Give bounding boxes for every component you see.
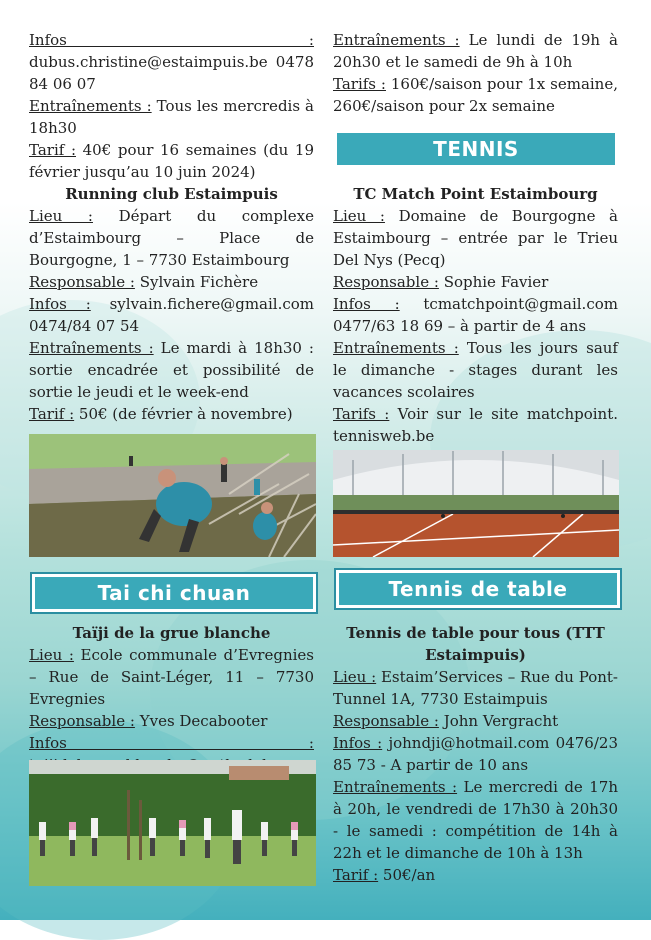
responsable-label: Responsable : bbox=[29, 273, 135, 291]
tarif-label: Tarif : bbox=[29, 405, 75, 423]
responsable-label: Responsable : bbox=[333, 273, 439, 291]
infos-text: johndji@hotmail.com 0476/23 85 73 - A partir de 10 ans bbox=[333, 734, 618, 774]
entrainements-text: Tous les jours sauf le dimanche - stages durant les vacances scolaires bbox=[333, 339, 618, 401]
entrainements-line bbox=[333, 29, 618, 73]
infos-text: tcmatchpoint@gmail.com 0477/63 18 69 – à partir de 4 ans bbox=[333, 295, 618, 335]
infos-line bbox=[333, 293, 618, 337]
entrainements-text: Le mercredi de 17h à 20h, le vendredi de 17h30 à 20h30 - le samedi : compétition de 14h à 22h et le dimanche de 10h à 13h bbox=[333, 778, 618, 862]
lieu-text: Estaim’Services – Rue du Pont-Tunnel 1A, 7730 Estaimpuis bbox=[333, 668, 618, 708]
responsable-line bbox=[333, 271, 618, 293]
table-tennis-title: Tennis de table pour tous (TTT Estaimpuis) bbox=[346, 624, 605, 664]
entrainements-label: Entraînements : bbox=[333, 31, 460, 49]
responsable-line bbox=[29, 271, 314, 293]
entrainements-label: Entraînements : bbox=[29, 339, 154, 357]
entrainements-text: Le lundi de 19h à 20h30 et le samedi de 9h à 10h bbox=[333, 31, 618, 71]
infos-line bbox=[333, 732, 618, 776]
taichi-title: Taïji de la grue blanche bbox=[72, 624, 271, 642]
tarifs-line bbox=[333, 403, 618, 447]
infos-label: Infos : bbox=[29, 31, 314, 49]
infos-line bbox=[29, 29, 314, 95]
lieu-label: Lieu : bbox=[333, 668, 377, 686]
infos-line bbox=[29, 293, 314, 337]
entrainements-text: Le mardi à 18h30 : sortie encadrée et possibilité de sortie le jeudi et le week-end bbox=[29, 339, 314, 401]
tarifs-line bbox=[333, 73, 618, 117]
right-top-block bbox=[333, 29, 618, 117]
table-tennis-section bbox=[333, 622, 618, 886]
lieu-label: Lieu : bbox=[29, 207, 93, 225]
infos-text: sylvain.fichere@gmail.com 0474/84 07 54 bbox=[29, 295, 314, 335]
lieu-text: Ecole communale d’Evregnies – Rue de Saint-Léger, 11 – 7730 Evregnies bbox=[29, 646, 314, 708]
lieu-line bbox=[29, 205, 314, 271]
taichi-photo bbox=[29, 760, 316, 886]
responsable-line bbox=[29, 710, 314, 732]
responsable-text: Sylvain Fichère bbox=[139, 273, 259, 291]
lieu-line bbox=[29, 644, 314, 710]
entrainements-label: Entraînements : bbox=[29, 97, 152, 115]
entrainements-text: Tous les mercredis à 18h30 bbox=[29, 97, 314, 137]
tarif-text: 50€/an bbox=[382, 866, 436, 884]
tennis-banner-text: TENNIS bbox=[433, 137, 519, 161]
tennis-banner bbox=[337, 133, 615, 165]
tennis-title: TC Match Point Estaimbourg bbox=[353, 185, 598, 203]
running-photo-illustration bbox=[29, 434, 316, 557]
tennis-photo-illustration bbox=[333, 450, 619, 557]
entrainements-line bbox=[333, 776, 618, 864]
running-photo bbox=[29, 434, 316, 557]
tarif-text: 40€ pour 16 semaines (du 19 février jusqu’au 10 juin 2024) bbox=[29, 141, 314, 181]
responsable-text: Yves Decabooter bbox=[139, 712, 268, 730]
lieu-line bbox=[333, 205, 618, 271]
entrainements-line bbox=[29, 95, 314, 139]
tarifs-text: 160€/saison pour 1x semaine, 260€/saison pour 2x semaine bbox=[333, 75, 618, 115]
running-title: Running club Estaimpuis bbox=[65, 185, 278, 203]
taichi-banner bbox=[32, 574, 316, 612]
tarifs-text: Voir sur le site matchpoint. tennisweb.be bbox=[333, 405, 618, 445]
table-tennis-banner bbox=[336, 570, 620, 608]
lieu-text: Départ du complexe d’Estaimbourg – Place de Bourgogne, 1 – 7730 Estaimbourg bbox=[29, 207, 314, 269]
responsable-text: John Vergracht bbox=[443, 712, 559, 730]
tennis-photo bbox=[333, 450, 619, 557]
running-club-section bbox=[29, 183, 314, 425]
tarifs-label: Tarifs : bbox=[333, 405, 390, 423]
lieu-text: Domaine de Bourgogne à Estaimbourg – entrée par le Trieu Del Nys (Pecq) bbox=[333, 207, 618, 269]
entrainements-label: Entraînements : bbox=[333, 339, 459, 357]
infos-label: Infos : bbox=[29, 734, 314, 752]
tarif-line bbox=[29, 403, 314, 425]
lieu-label: Lieu : bbox=[333, 207, 385, 225]
table-tennis-banner-text: Tennis de table bbox=[388, 577, 568, 601]
responsable-line bbox=[333, 710, 618, 732]
tarif-line bbox=[333, 864, 618, 886]
tarif-label: Tarif : bbox=[333, 866, 379, 884]
infos-label: Infos : bbox=[333, 295, 400, 313]
responsable-label: Responsable : bbox=[333, 712, 439, 730]
tarifs-label: Tarifs : bbox=[333, 75, 386, 93]
lieu-line bbox=[333, 666, 618, 710]
entrainements-line bbox=[333, 337, 618, 403]
responsable-text: Sophie Favier bbox=[443, 273, 549, 291]
entrainements-label: Entraînements : bbox=[333, 778, 458, 796]
tarif-line bbox=[29, 139, 314, 183]
lieu-label: Lieu : bbox=[29, 646, 74, 664]
left-top-block bbox=[29, 29, 314, 183]
tarif-text: 50€ (de février à novembre) bbox=[78, 405, 293, 423]
infos-label: Infos : bbox=[29, 295, 91, 313]
tarif-label: Tarif : bbox=[29, 141, 76, 159]
responsable-label: Responsable : bbox=[29, 712, 135, 730]
tennis-section bbox=[333, 183, 618, 447]
entrainements-line bbox=[29, 337, 314, 403]
taichi-banner-text: Tai chi chuan bbox=[97, 581, 251, 605]
taichi-photo-illustration bbox=[29, 760, 316, 886]
infos-text: dubus.christine@estaimpuis.be 0478 84 06 07 bbox=[29, 53, 314, 93]
infos-label: Infos : bbox=[333, 734, 383, 752]
